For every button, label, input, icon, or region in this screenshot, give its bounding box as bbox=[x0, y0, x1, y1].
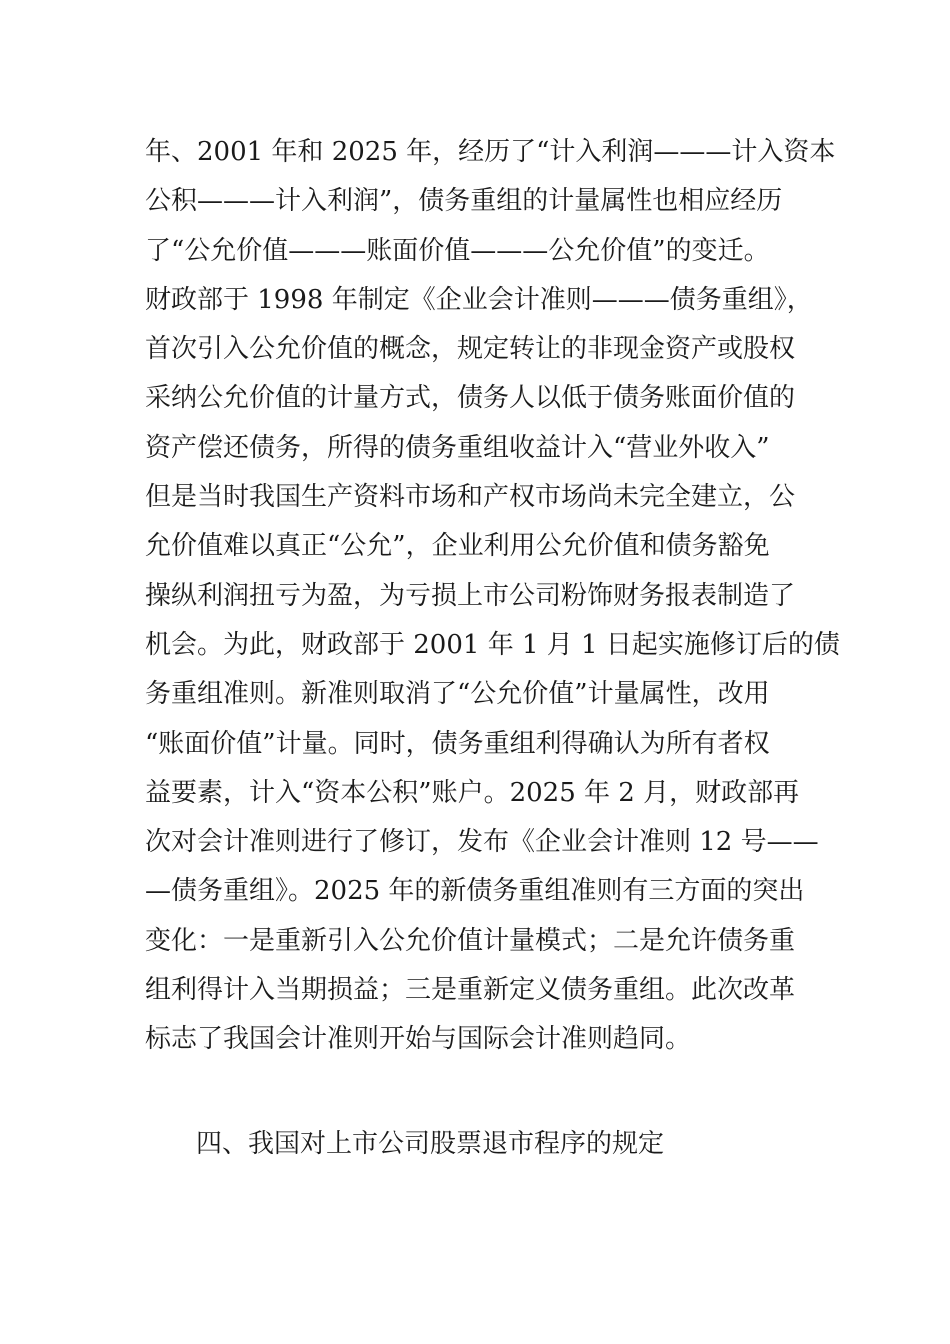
paragraph-line: 组利得计入当期损益；三是重新定义债务重组。此次改革 bbox=[145, 975, 796, 1006]
section-heading: 四、我国对上市公司股票退市程序的规定 bbox=[196, 1129, 665, 1159]
paragraph-line: 变化：一是重新引入公允价值计量模式；二是允许债务重 bbox=[145, 925, 796, 956]
paragraph-line: 次对会计准则进行了修订，发布《企业会计准则 12 号—— bbox=[145, 827, 819, 858]
paragraph-line: 操纵利润扭亏为盈，为亏损上市公司粉饰财务报表制造了 bbox=[145, 580, 796, 611]
paragraph-line: 首次引入公允价值的概念，规定转让的非现金资产或股权 bbox=[145, 334, 796, 365]
paragraph-line: “账面价值”计量。同时，债务重组利得确认为所有者权 bbox=[145, 728, 770, 759]
paragraph-line: 公积———计入利润”，债务重组的计量属性也相应经历 bbox=[145, 186, 783, 217]
body-paragraph bbox=[145, 128, 840, 1065]
paragraph-line: 年、2001 年和 2025 年，经历了“计入利润———计入资本 bbox=[145, 137, 836, 167]
paragraph-line: —债务重组》。2025 年的新债务重组准则有三方面的突出 bbox=[145, 876, 805, 907]
paragraph-line: 采纳公允价值的计量方式，债务人以低于债务账面价值的 bbox=[145, 383, 796, 414]
paragraph-line: 了“公允价值———账面价值———公允价值”的变迁。 bbox=[145, 235, 770, 266]
paragraph-line: 资产偿还债务，所得的债务重组收益计入“营业外收入” bbox=[145, 432, 770, 463]
paragraph-line: 机会。为此，财政部于 2001 年 1 月 1 日起实施修订后的债 bbox=[145, 629, 840, 660]
paragraph-line: 益要素，计入“资本公积”账户。2025 年 2 月，财政部再 bbox=[145, 777, 800, 808]
paragraph-line: 财政部于 1998 年制定《企业会计准则———债务重组》， bbox=[145, 284, 813, 315]
paragraph-line: 标志了我国会计准则开始与国际会计准则趋同。 bbox=[145, 1024, 692, 1055]
paragraph-line: 但是当时我国生产资料市场和产权市场尚未完全建立，公 bbox=[145, 482, 796, 513]
paragraph-line: 务重组准则。新准则取消了“公允价值”计量属性，改用 bbox=[145, 679, 770, 710]
paragraph-line: 允价值难以真正“公允”，企业利用公允价值和债务豁免 bbox=[145, 531, 770, 562]
